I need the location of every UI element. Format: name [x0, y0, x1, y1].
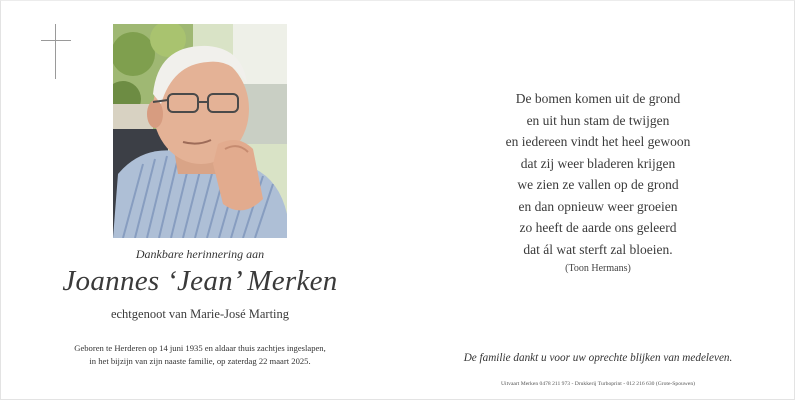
portrait-photo — [113, 24, 287, 238]
poem-line: dat ál wat sterft zal bloeien. — [523, 241, 673, 257]
poem — [399, 88, 797, 274]
poem-line: De bomen komen uit de grond — [515, 91, 681, 106]
printer-credits: Uitvaart Merken 0478 211 973 - Drukkerij Turboprint - 012 216 630 (Grote-Spouwen) — [501, 381, 695, 387]
poem-line: we zien ze vallen op de grond — [517, 177, 679, 192]
deceased-name: Joannes ‘Jean’ Merken — [62, 265, 338, 297]
cross-icon — [41, 24, 71, 79]
poem-line: en iedereen vindt het heel gewoon — [505, 134, 691, 149]
biography — [1, 342, 399, 368]
poem-line: dat zij weer bladeren krijgen — [520, 155, 676, 171]
dedication-text: Dankbare herinnering aan — [135, 247, 265, 261]
poem-line: en dan opnieuw weer groeien — [518, 198, 678, 214]
poem-line: zo heeft de aarde ons geleerd — [519, 220, 677, 235]
family-thanks: De familie dankt u voor uw oprechte blijken van medeleven. — [463, 352, 733, 364]
spouse-line: echtgenoot van Marie-José Marting — [110, 307, 290, 321]
poem-line: en uit hun stam de twijgen — [526, 112, 670, 128]
bio-line: in het bijzijn van zijn naaste familie, op zaterdag 22 maart 2025. — [89, 356, 311, 366]
poem-author: (Toon Hermans) — [565, 263, 631, 274]
bio-line: Geboren te Herderen op 14 juni 1935 en aldaar thuis zachtjes ingeslapen, — [74, 343, 326, 353]
